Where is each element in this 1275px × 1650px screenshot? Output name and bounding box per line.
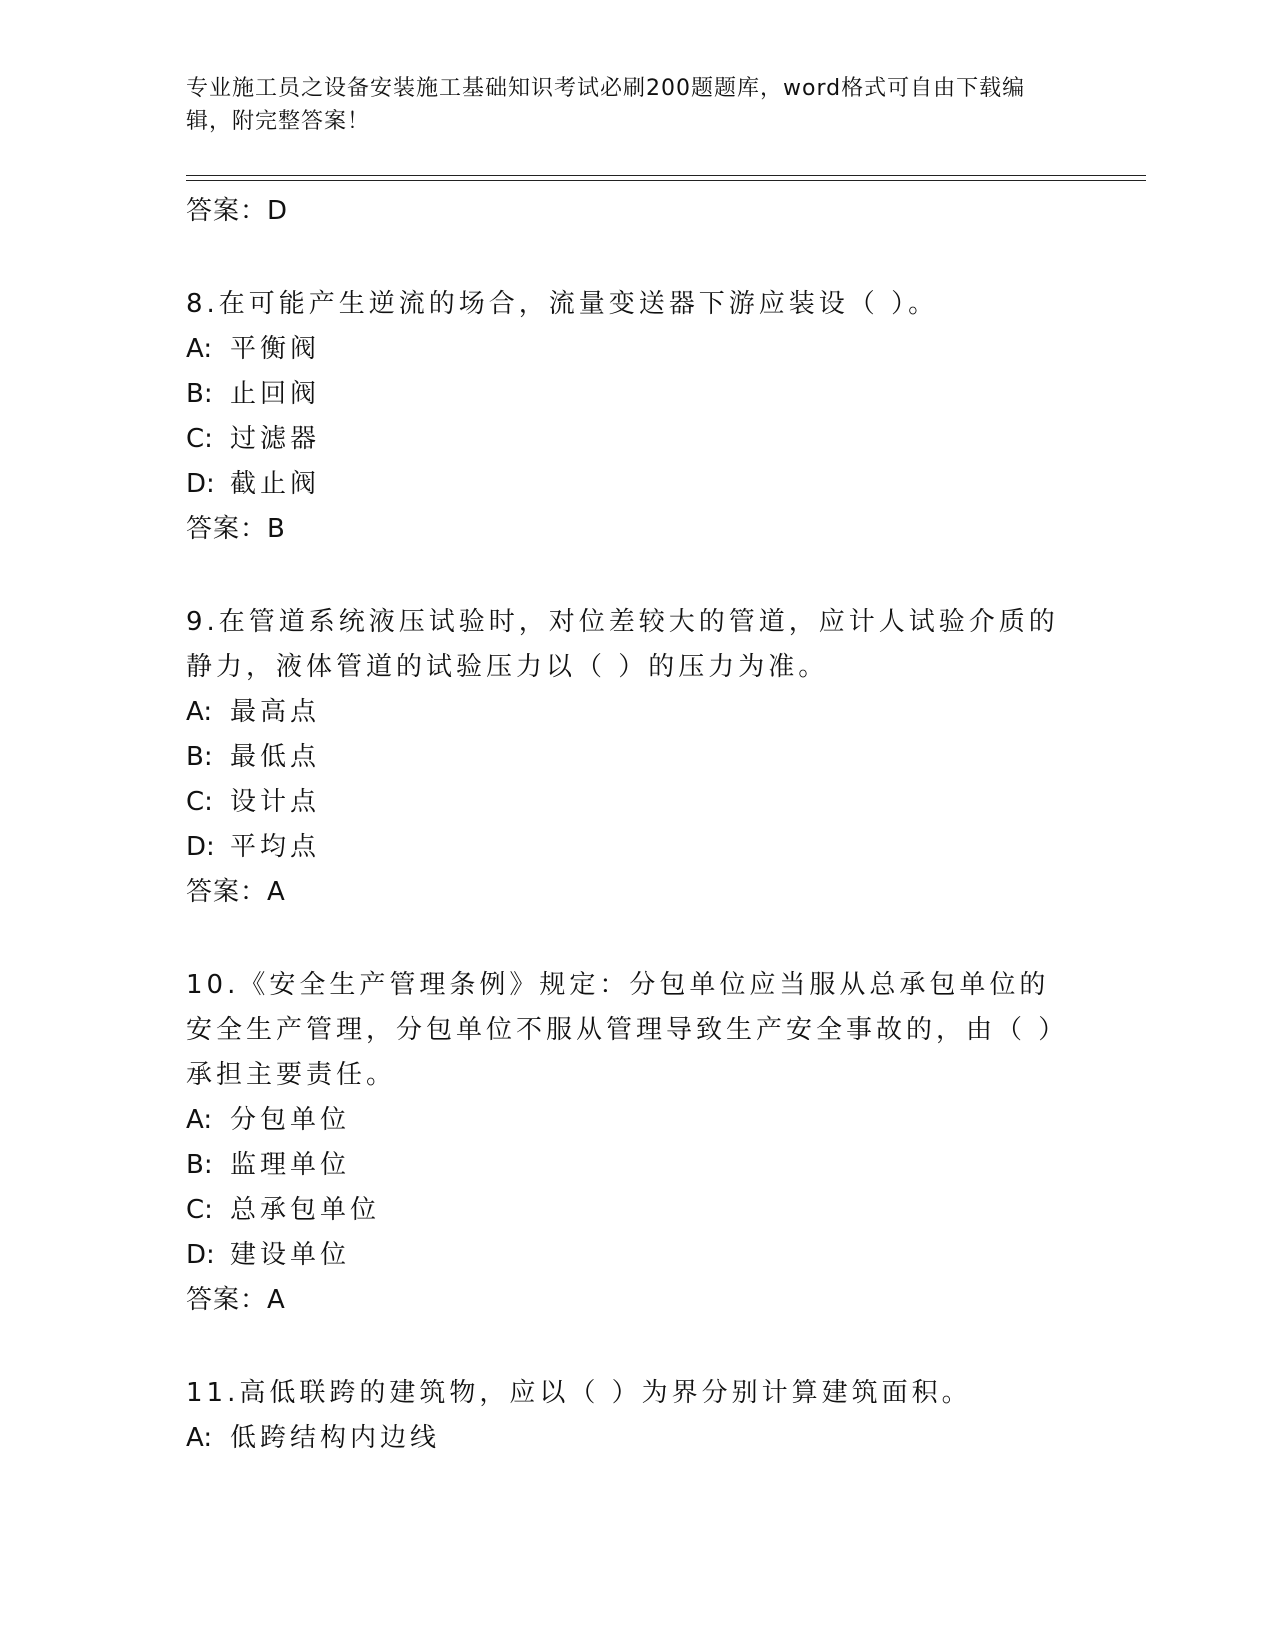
option-key: A:	[186, 1105, 213, 1135]
option-key: A:	[186, 697, 213, 727]
option-text: 截止阀	[230, 469, 321, 499]
option-key: A:	[186, 1423, 213, 1453]
option-b	[186, 735, 1086, 780]
answer-line: 答案：A	[186, 877, 286, 907]
option-b	[186, 1143, 1086, 1188]
option-text: 建设单位	[230, 1240, 351, 1270]
option-a	[186, 690, 1086, 735]
option-key: C:	[186, 1195, 213, 1225]
option-c	[186, 780, 1086, 825]
option-text: 过滤器	[230, 424, 321, 454]
option-text: 平衡阀	[230, 334, 321, 364]
option-text: 分包单位	[230, 1105, 351, 1135]
header-rule-bottom	[186, 180, 1146, 181]
question-block	[186, 282, 1086, 552]
option-text: 设计点	[230, 787, 321, 817]
option-d	[186, 825, 1086, 870]
option-b	[186, 372, 1086, 417]
spacer	[186, 234, 1086, 282]
option-text: 最低点	[230, 742, 321, 772]
option-text: 平均点	[230, 832, 321, 862]
question-block	[186, 600, 1086, 915]
option-text: 止回阀	[230, 379, 321, 409]
option-key: B:	[186, 1150, 213, 1180]
option-c	[186, 1188, 1086, 1233]
option-d	[186, 462, 1086, 507]
answer-line: 答案：A	[186, 1285, 286, 1315]
option-key: D:	[186, 1240, 215, 1270]
header-rule-top	[186, 175, 1146, 176]
option-text: 最高点	[230, 697, 321, 727]
question-block	[186, 1371, 1086, 1461]
question-list	[186, 189, 1086, 1461]
spacer	[186, 1323, 1086, 1371]
option-key: D:	[186, 469, 215, 499]
option-c	[186, 417, 1086, 462]
option-key: D:	[186, 832, 215, 862]
option-key: A:	[186, 334, 213, 364]
option-a	[186, 1416, 1086, 1461]
option-key: C:	[186, 424, 213, 454]
option-key: C:	[186, 787, 213, 817]
option-a	[186, 1098, 1086, 1143]
question-block	[186, 963, 1086, 1323]
document-header: 专业施工员之设备安装施工基础知识考试必刷200题题库，word格式可自由下载编辑，附完整答案！	[186, 76, 1026, 134]
option-key: B:	[186, 742, 213, 772]
option-key: B:	[186, 379, 213, 409]
question-text: 11.高低联跨的建筑物，应以（ ）为界分别计算建筑面积。	[186, 1378, 972, 1408]
question-text: 8.在可能产生逆流的场合，流量变送器下游应装设（ ）。	[186, 289, 939, 319]
option-d	[186, 1233, 1086, 1278]
option-text: 总承包单位	[230, 1195, 381, 1225]
option-a	[186, 327, 1086, 372]
option-text: 低跨结构内边线	[230, 1423, 441, 1453]
spacer	[186, 552, 1086, 600]
question-text: 10.《安全生产管理条例》规定：分包单位应当服从总承包单位的安全生产管理，分包单位不服从管理导致生产安全事故的，由（ ）承担主要责任。	[186, 970, 1056, 1090]
option-text: 监理单位	[230, 1150, 351, 1180]
spacer	[186, 915, 1086, 963]
answer-line: 答案：D	[186, 196, 289, 226]
question-text: 9.在管道系统液压试验时，对位差较大的管道，应计人试验介质的静力，液体管道的试验压力以（ ）的压力为准。	[186, 607, 1059, 682]
answer-line: 答案：B	[186, 514, 286, 544]
